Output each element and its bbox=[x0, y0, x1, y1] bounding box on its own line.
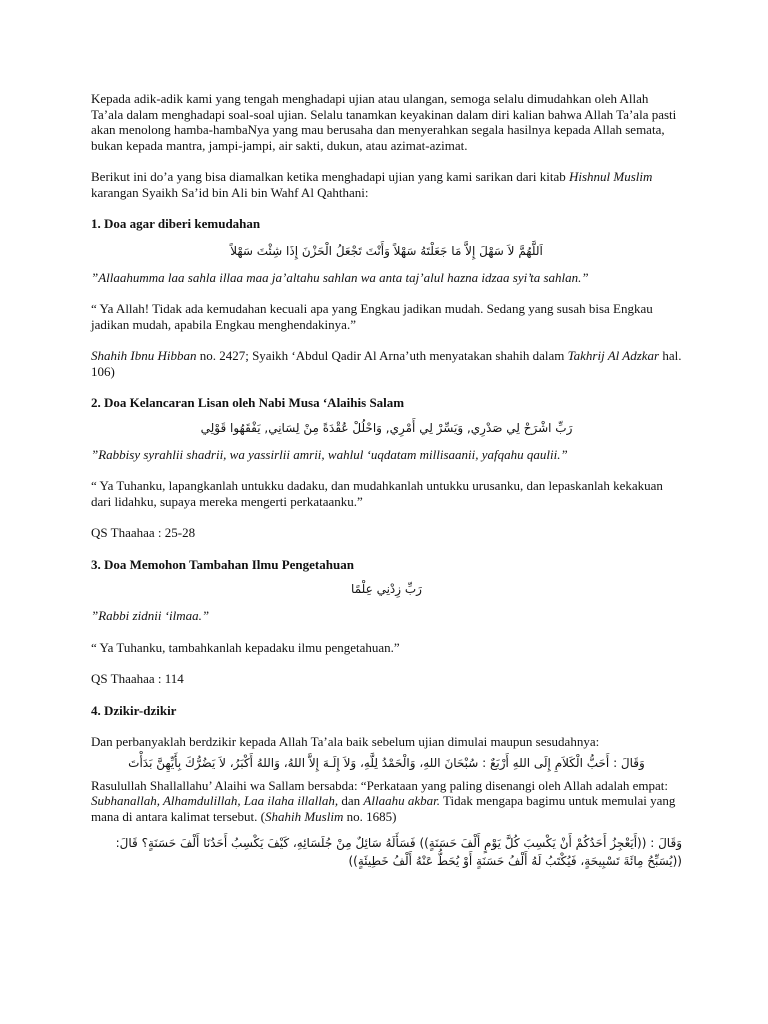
intro-text-b: karangan Syaikh Sa’id bin Ali bin Wahf Al Qahthani: bbox=[91, 184, 369, 200]
section-3-transliteration: ”Rabbi zidnii ‘ilmaa.” bbox=[91, 608, 210, 623]
section-2-transliteration: ”Rabbisy syrahlii shadrii, wa yassirlii amrii, wahlul ‘uqdatam millisaanii, yafqahu qaulii.” bbox=[91, 446, 568, 462]
hadith-text-c: dan bbox=[338, 793, 364, 808]
source-book-2: Takhrij Al Adzkar bbox=[567, 348, 660, 363]
section-4-arabic-2: وَقَالَ : ((أَيَعْجِزُ أَحَدُكُمْ أَنْ يَكْسِبَ كُلَّ يَوْمٍ أَلْفَ حَسَنَةٍ)) فَسَأَلَهُ سَائِلٌ مِنْ جُلَسَائِهِ، كَيْفَ يَكْسِبُ أَحَدُنَا أَلْفَ حَسَنَةٍ؟ قَالَ: ((يُسَبِّحُ مِائَةَ تَسْبِيحَةٍ، فَيُكْتَبُ لَهُ أَلْفُ حَسَنَةٍ أَوْ يُحَطُّ عَنْهُ أَلْفُ خَطِيئَةٍ)) bbox=[115, 836, 682, 868]
intro-paragraph: Kepada adik-adik kami yang tengah menghadapi ujian atau ulangan, semoga selalu dimudahkan oleh Allah Ta’ala dalam menghadapi soal-soal ujian. Selalu tanamkan keyakinan dalam diri kalian bahwa Allah Ta’ala pasti akan menolong hamba-hambaNya yang mau berusaha dan menyerahkan segala hasilnya kepada Allah semata, bukan kepada mantra, jampi-jampi, air sakti, dukun, atau azimat-azimat. bbox=[91, 91, 677, 153]
section-1-source bbox=[91, 348, 682, 379]
source-text-2: hal. 106) bbox=[91, 348, 682, 379]
hadith-text-g: no. 1685) bbox=[343, 808, 397, 824]
section-3-heading: 3. Doa Memohon Tambahan Ilmu Pengetahuan bbox=[91, 556, 354, 572]
section-3-meaning: “ Ya Tuhanku, tambahkanlah kepadaku ilmu pengetahuan.” bbox=[91, 639, 400, 655]
source-book-1: Shahih Ibnu Hibban bbox=[91, 348, 197, 363]
hadith-text-e: Tidak mengapa bagimu untuk memulai yang mana di antara kalimat tersebut. ( bbox=[91, 793, 676, 824]
section-4-heading: 4. Dzikir-dzikir bbox=[91, 702, 177, 718]
section-2-heading: 2. Doa Kelancaran Lisan oleh Nabi Musa ‘Alaihis Salam bbox=[91, 395, 405, 410]
section-2-arabic: رَبِّ اشْرَحْ لِي صَدْرِي, وَيَسِّرْ لِي أَمْرِي, وَاحْلُلْ عُقْدَةً مِنْ لِسَانِي, يَفْقَهُوا قَوْلِي bbox=[200, 420, 573, 435]
section-1-meaning: “ Ya Allah! Tidak ada kemudahan kecuali apa yang Engkau jadikan mudah. Sedang yang susah bisa Engkau jadikan mudah, apabila Engkau menghendakinya.” bbox=[91, 301, 653, 332]
section-4-arabic-1: وَقَالَ : أَحَبُّ الْكَلاَمِ إِلَى اللهِ أَرْبَعٌ : سُبْحَانَ اللهِ، وَالْحَمْدُ لِلَّهِ، وَلاَ إِلَـهَ إِلاَّ اللهُ، وَاللهُ أَكْبَرُ، لاَ يَضُرُّكَ بِأَيِّهِنَّ بَدَأْتَ bbox=[128, 755, 645, 770]
source-text-1: no. 2427; Syaikh ‘Abdul Qadir Al Arna’uth menyatakan shahih dalam bbox=[196, 348, 568, 363]
section-1-transliteration: ”Allaahumma laa sahla illaa maa ja’altahu sahlan wa anta taj’alul hazna idzaa syi’ta sahlan.” bbox=[91, 269, 589, 285]
section-4-intro: Dan perbanyaklah berdzikir kepada Allah Ta’ala baik sebelum ujian dimulai maupun sesudahnya: bbox=[91, 734, 600, 749]
intro-source-paragraph bbox=[91, 169, 682, 200]
section-3-arabic: رَبِّ زِدْنِي عِلْمًا bbox=[351, 582, 422, 596]
dzikir-phrases: Subhanallah, Alhamdulillah, Laa ilaha illallah, bbox=[91, 793, 339, 808]
hadith-source-book: Shahih Muslim bbox=[264, 808, 344, 824]
section-3-source: QS Thaahaa : 114 bbox=[91, 671, 184, 686]
section-1-arabic: اَللَّهُمَّ لاَ سَهْلَ إِلاَّ مَا جَعَلْتَهُ سَهْلاً وَأَنْتَ تَجْعَلُ الْحَزْنَ إِذَا شِئْتَ سَهْلاً bbox=[230, 243, 543, 258]
section-2-source: QS Thaahaa : 25-28 bbox=[91, 525, 196, 540]
book-title: Hishnul Muslim bbox=[568, 169, 653, 184]
section-1-heading: 1. Doa agar diberi kemudahan bbox=[91, 216, 261, 231]
takbir-phrase: Allaahu akbar. bbox=[363, 793, 440, 808]
intro-text-a: Berikut ini do’a yang bisa diamalkan ketika menghadapi ujian yang kami sarikan dari kitab bbox=[91, 169, 569, 184]
hadith-text-a: Rasulullah Shallallahu’ Alaihi wa Sallam bersabda: “Perkataan yang paling disenangi oleh Allah adalah empat: bbox=[91, 777, 669, 793]
section-4-hadith-meaning bbox=[91, 778, 682, 825]
section-2-meaning: “ Ya Tuhanku, lapangkanlah untukku dadaku, dan mudahkanlah untukku urusanku, dan lepaskanlah kekakuan dari lidahku, supaya mereka mengerti perkataanku.” bbox=[91, 478, 663, 509]
